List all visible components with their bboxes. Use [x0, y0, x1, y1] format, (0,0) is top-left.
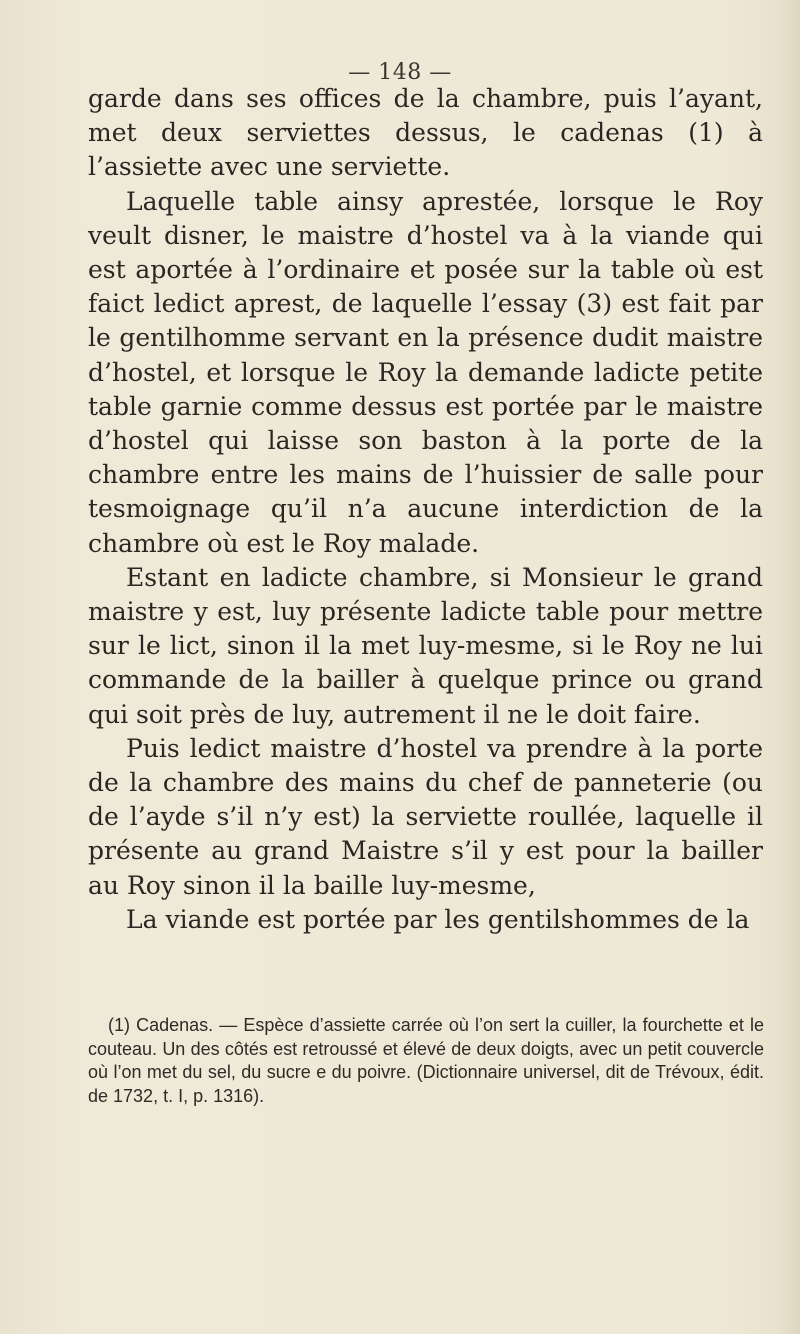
main-text	[88, 82, 763, 937]
paragraph: La viande est portée par les gentilshommes de la	[126, 904, 750, 934]
paragraph: Laquelle table ainsy aprestée, lorsque le Roy veult disner, le maistre d’hostel va à la viande qui est aportée à l’ordinaire et posée sur la table où est faict ledict aprest, de laquelle l’essay (3) est fait par le gentilhomme servant en la présence dudit maistre d’hostel, et lorsque le Roy la demande ladicte petite table garnie comme dessus est portée par le maistre d’hostel qui laisse son baston à la porte de la chambre entre les mains de l’huissier de salle pour tesmoignage qu’il n’a aucune interdiction de la chambre où est le Roy malade.	[88, 186, 763, 558]
paragraph: Estant en ladicte chambre, si Monsieur le grand maistre y est, luy présente ladicte table pour mettre sur le lict, sinon il la met luy-mesme, si le Roy ne lui commande de la bailler à quelque prince ou grand qui soit près de luy, autrement il ne le doit faire.	[88, 562, 763, 729]
page-edge-shadow	[778, 0, 800, 1334]
paragraph-continued: garde dans ses offices de la chambre, puis l’ayant, met deux serviettes dessus, le cadenas (1) à l’assiette avec une serviette.	[88, 84, 763, 182]
page-number-header: — 148 —	[348, 60, 452, 85]
footnote: (1) Cadenas. — Espèce d’assiette carrée où l’on sert la cuiller, la fourchette et le couteau. Un des côtés est retroussé et élevé de deux doigts, avec un petit couvercle où l’on met du sel, du sucre e du poivre. (Dictionnaire universel, dit de Trévoux, édit. de 1732, t. I, p. 1316).	[88, 1015, 764, 1106]
footnotes	[88, 1014, 764, 1108]
paragraph: Puis ledict maistre d’hostel va prendre à la porte de la chambre des mains du chef de panneterie (ou de l’ayde s’il n’y est) la serviette roullée, laquelle il présente au grand Maistre s’il y est pour la bailler au Roy sinon il la baille luy-mesme,	[88, 733, 763, 900]
